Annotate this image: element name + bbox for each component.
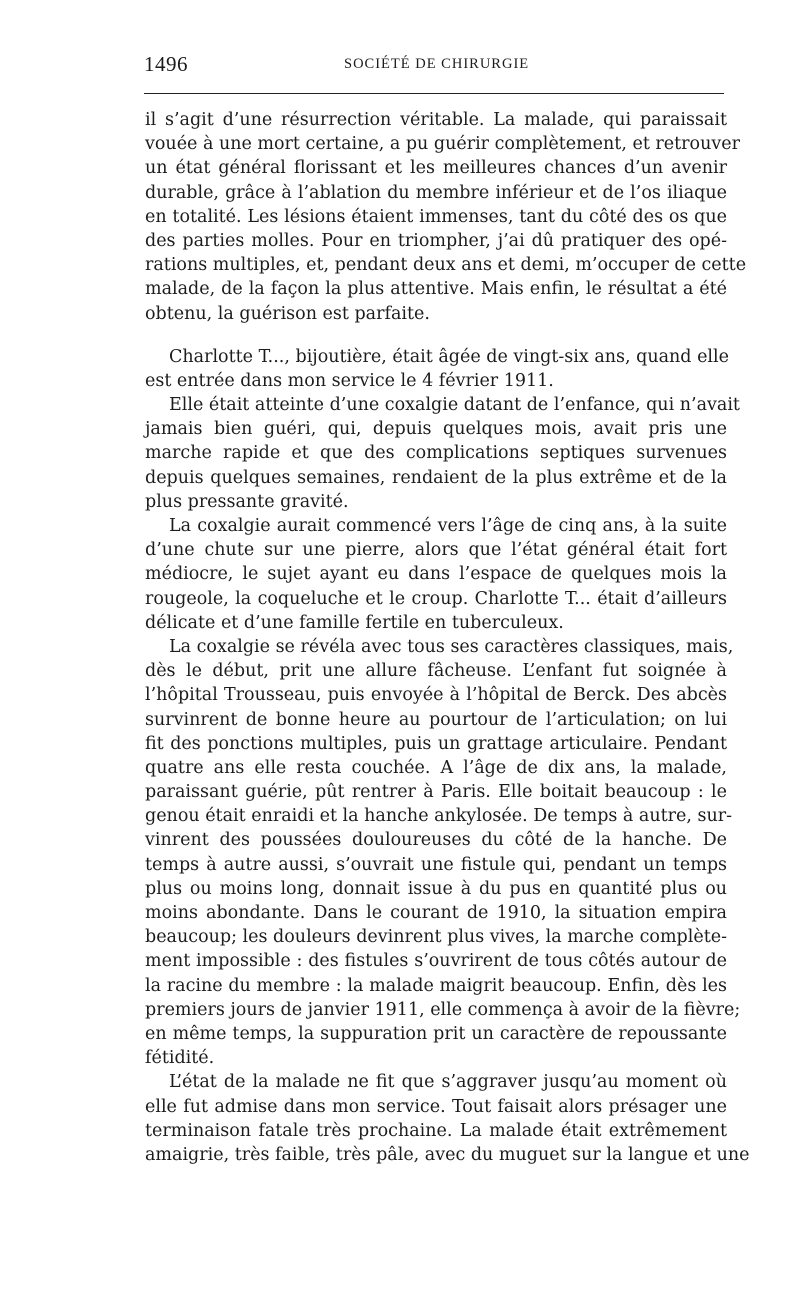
page-header xyxy=(144,52,726,82)
text-line: temps à autre aussi, s’ouvrait une fistule qui, pendant un temps xyxy=(145,854,727,875)
text-line: vouée à une mort certaine, a pu guérir complètement, et retrouver xyxy=(145,134,740,155)
text-line: il s’agit d’une résurrection véritable. La malade, qui paraissait xyxy=(145,110,727,130)
text-line: fétidité. xyxy=(145,1048,215,1069)
text-line: beaucoup; les douleurs devinrent plus vives, la marche complète- xyxy=(145,927,727,948)
text-line: d’une chute sur une pierre, alors que l’état général était fort xyxy=(145,540,727,561)
text-line: fit des ponctions multiples, puis un grattage articulaire. Pendant xyxy=(145,733,727,754)
text-line: rations multiples, et, pendant deux ans et demi, m’occuper de cette xyxy=(145,255,747,276)
text-line: Charlotte T..., bijoutière, était âgée de vingt-six ans, quand elle xyxy=(169,346,729,367)
paragraph xyxy=(145,1070,750,1167)
text-line: Elle était atteinte d’une coxalgie datant de l’enfance, qui n’avait xyxy=(169,395,740,416)
text-line: rougeole, la coqueluche et le croup. Charlotte T... était d’ailleurs xyxy=(145,588,727,609)
text-line: la racine du membre : la malade maigrit beaucoup. Enfin, dès les xyxy=(145,975,727,996)
paragraph xyxy=(145,345,727,393)
paragraph xyxy=(145,108,747,326)
text-line: marche rapide et que des complications septiques survenues xyxy=(145,443,727,464)
body-text xyxy=(145,108,750,1167)
text-line: dès le début, prit une allure fâcheuse. L’enfant fut soignée à xyxy=(145,661,727,682)
text-line: obtenu, la guérison est parfaite. xyxy=(145,303,430,324)
paragraph-gap xyxy=(145,326,727,345)
text-line: moins abondante. Dans le courant de 1910, la situation empira xyxy=(145,903,727,923)
text-line: quatre ans elle resta couchée. A l’âge de dix ans, la malade, xyxy=(145,757,727,778)
text-line: elle fut admise dans mon service. Tout faisait alors présager une xyxy=(145,1096,727,1117)
text-line: vinrent des poussées douloureuses du côté de la hanche. De xyxy=(145,830,727,851)
paragraph xyxy=(145,635,741,1070)
text-line: amaigrie, très faible, très pâle, avec du muguet sur la langue et une xyxy=(145,1144,750,1165)
paragraph xyxy=(145,393,740,514)
text-line: survinrent de bonne heure au pourtour de l’articulation; on lui xyxy=(145,709,727,730)
text-line: médiocre, le sujet ayant eu dans l’espace de quelques mois la xyxy=(145,564,727,585)
text-line: des parties molles. Pour en triompher, j’ai dû pratiquer des opé- xyxy=(145,230,727,251)
paragraph xyxy=(145,514,727,635)
page-number: 1496 xyxy=(144,52,188,76)
header-rule xyxy=(144,93,724,94)
text-line: malade, de la façon la plus attentive. Mais enfin, le résultat a été xyxy=(145,279,727,300)
text-line: l’hôpital Trousseau, puis envoyée à l’hôpital de Berck. Des abcès xyxy=(145,685,727,706)
text-line: La coxalgie se révéla avec tous ses caractères classiques, mais, xyxy=(169,636,734,657)
text-line: plus pressante gravité. xyxy=(145,491,349,512)
text-line: paraissant guérie, pût rentrer à Paris. Elle boitait beaucoup : le xyxy=(145,782,727,803)
text-line: plus ou moins long, donnait issue à du pus en quantité plus ou xyxy=(145,878,727,899)
text-line: ment impossible : des fistules s’ouvrirent de tous côtés autour de xyxy=(145,951,727,972)
text-line: en même temps, la suppuration prit un caractère de repoussante xyxy=(145,1023,727,1044)
text-line: est entrée dans mon service le 4 février 1911. xyxy=(145,370,554,391)
text-line: un état général florissant et les meilleures chances d’un avenir xyxy=(145,158,727,179)
text-line: jamais bien guéri, qui, depuis quelques mois, avait pris une xyxy=(145,419,727,440)
running-title: SOCIÉTÉ DE CHIRURGIE xyxy=(344,56,530,72)
text-line: La coxalgie aurait commencé vers l’âge de cinq ans, à la suite xyxy=(169,516,727,536)
text-line: délicate et d’une famille fertile en tuberculeux. xyxy=(145,612,564,633)
text-line: L’état de la malade ne fit que s’aggraver jusqu’au moment où xyxy=(169,1072,727,1093)
text-line: depuis quelques semaines, rendaient de la plus extrême et de la xyxy=(145,467,727,488)
text-line: durable, grâce à l’ablation du membre inférieur et de l’os iliaque xyxy=(145,182,727,203)
text-line: en totalité. Les lésions étaient immenses, tant du côté des os que xyxy=(145,206,727,227)
text-line: premiers jours de janvier 1911, elle commença à avoir de la fièvre; xyxy=(145,999,741,1020)
text-line: terminaison fatale très prochaine. La malade était extrêmement xyxy=(145,1120,727,1141)
text-line: genou était enraidi et la hanche ankylosée. De temps à autre, sur- xyxy=(145,806,733,827)
